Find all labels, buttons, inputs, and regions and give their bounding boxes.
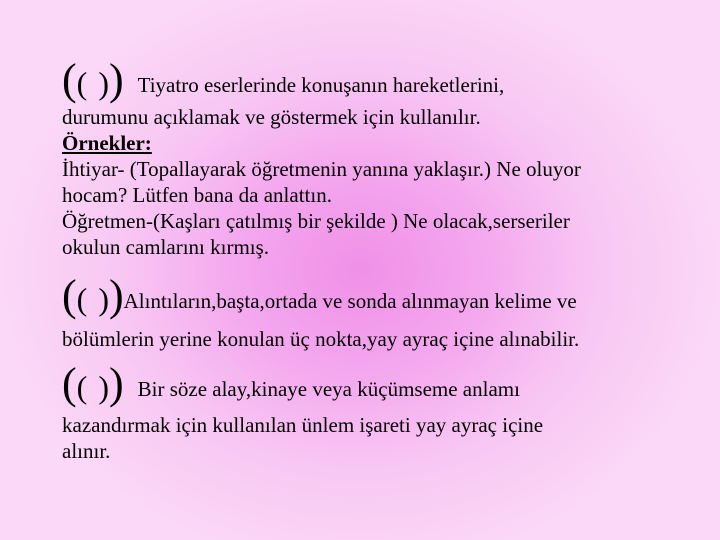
examples-heading: Örnekler: bbox=[62, 131, 152, 155]
example-line-3: Öğretmen-(Kaşları çatılmış bir şekilde ) Ne olacak,serseriler bbox=[62, 209, 570, 233]
rule-1-lead: Tiyatro eserlerinde konuşanın hareketlerini, bbox=[137, 73, 505, 97]
rule-2-header bbox=[62, 271, 702, 320]
parenthesis-symbol: (( )) bbox=[62, 271, 124, 320]
example-line-2: hocam? Lütfen bana da anlattın. bbox=[62, 183, 332, 207]
rule-3-line-1: kazandırmak için kullanılan ünlem işareti yay ayraç içine bbox=[62, 413, 544, 437]
rule-3-header bbox=[62, 359, 702, 408]
rule-2-lead: Alıntıların,başta,ortada ve sonda alınmayan kelime ve bbox=[123, 289, 577, 313]
slide-content bbox=[62, 55, 702, 464]
rule-1-header bbox=[62, 55, 702, 104]
rule-3-lead: Bir söze alay,kinaye veya küçümseme anlamı bbox=[137, 377, 520, 401]
parenthesis-symbol: (( )) bbox=[62, 359, 124, 408]
parenthesis-symbol: (( )) bbox=[62, 55, 124, 104]
example-line-1: İhtiyar- (Topallayarak öğretmenin yanına yaklaşır.) Ne oluyor bbox=[62, 157, 581, 181]
example-line-4: okulun camlarını kırmış. bbox=[62, 235, 270, 259]
rule-2-line-1: bölümlerin yerine konulan üç nokta,yay ayraç içine alınabilir. bbox=[62, 327, 580, 351]
rule-3-line-2: alınır. bbox=[62, 439, 111, 463]
rule-1-line-1: durumunu açıklamak ve göstermek için kullanılır. bbox=[62, 105, 481, 129]
